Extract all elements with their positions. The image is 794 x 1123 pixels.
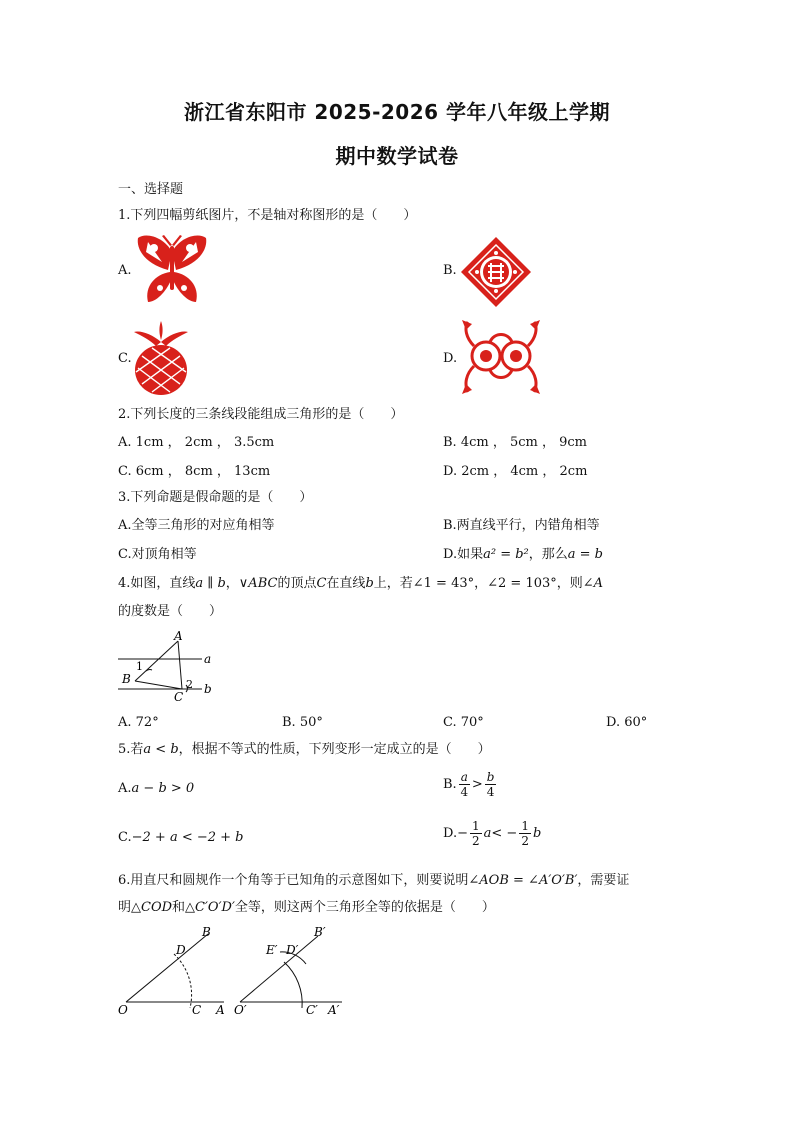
q1-option-c-label: C. (118, 351, 132, 366)
q6-fig-label-a-prime: A′ (328, 1003, 340, 1017)
q5-option-d: D.− $\frac{1}{2}$ a< − $\frac{1}{2}$ b (443, 819, 542, 848)
q2-option-c: C. 6cm ， 8cm ， 13cm (118, 464, 271, 479)
crabs-papercut-icon (460, 318, 542, 396)
q4-fig-label-line-b: b (204, 682, 212, 696)
q6-stem-line1: 6.用直尺和圆规作一个角等于已知角的示意图如下，则要说明∠AOB = ∠A′O′B′，需要证 (118, 873, 630, 888)
fu-diamond-papercut-icon (460, 236, 532, 308)
q6-fig-label-d-prime: D′ (286, 943, 299, 957)
q6-fig-label-a: A (216, 1003, 225, 1017)
q2-option-a: A. 1cm ， 2cm ， 3.5cm (118, 435, 275, 450)
q5-stem: 5.若a < b，根据不等式的性质，下列变形一定成立的是（ ） (118, 742, 491, 757)
exam-title-line2: 期中数学试卷 (335, 144, 459, 168)
q1-option-d-label: D. (443, 351, 458, 366)
q6-fig-label-c-prime: C′ (306, 1003, 318, 1017)
q6-fig-label-c: C (192, 1003, 202, 1017)
q6-fig-label-d: D (176, 943, 186, 957)
pineapple-papercut-icon (132, 320, 190, 396)
q4-fig-label-b-vertex: B (122, 672, 131, 686)
q5-option-a: A.a − b > 0 (118, 781, 195, 796)
q6-fig-label-b: B (202, 925, 211, 939)
q3-option-d: D.如果a² = b²，那么a = b (443, 547, 603, 562)
q1-stem: 1.下列四幅剪纸图片，不是轴对称图形的是（ ） (118, 208, 417, 223)
q1-option-a-label: A. (118, 263, 132, 278)
q4-fig-label-c-vertex: C (174, 690, 184, 704)
q4-fig-label-angle1: 1 (136, 660, 143, 673)
q6-stem-line2: 明△COD和△C′O′D′全等，则这两个三角形全等的依据是（ ） (118, 900, 495, 915)
q5-option-b: B. $\frac{a}{4}$ > $\frac{b}{4}$ (443, 770, 495, 799)
q2-option-d: D. 2cm ， 4cm ， 2cm (443, 464, 588, 479)
q6-fig-label-b-prime: B′ (314, 925, 326, 939)
q4-stem-line2: 的度数是（ ） (118, 604, 223, 619)
q3-option-a: A.全等三角形的对应角相等 (118, 518, 275, 533)
q2-option-b: B. 4cm ， 5cm ， 9cm (443, 435, 587, 450)
q4-option-d: D. 60° (606, 715, 648, 730)
q4-fig-label-a-vertex: A (174, 629, 183, 643)
q5-option-c: C.−2 + a < −2 + b (118, 830, 244, 845)
q4-parallel-lines-figure (116, 628, 226, 704)
q3-option-b: B.两直线平行，内错角相等 (443, 518, 600, 533)
q4-option-a: A. 72° (118, 715, 159, 730)
q6-fig-label-o-prime: O′ (234, 1003, 247, 1017)
exam-title-line1: 浙江省东阳市 2025-2026 学年八年级上学期 (183, 100, 611, 124)
butterfly-papercut-icon (134, 232, 210, 310)
q4-option-b: B. 50° (282, 715, 323, 730)
q3-stem: 3.下列命题是假命题的是（ ） (118, 490, 313, 505)
q6-fig-label-e-prime: E′ (266, 943, 278, 957)
q3-option-c: C.对顶角相等 (118, 547, 197, 562)
q4-option-c: C. 70° (443, 715, 484, 730)
q4-fig-label-line-a: a (204, 652, 212, 666)
section-heading: 一、选择题 (118, 182, 184, 197)
q1-option-b-label: B. (443, 263, 457, 278)
q4-fig-label-angle2: 2 (186, 678, 193, 691)
q2-stem: 2.下列长度的三条线段能组成三角形的是（ ） (118, 407, 404, 422)
q6-fig-label-o: O (118, 1003, 128, 1017)
q4-stem-line1: 4.如图，直线a ∥ b，∨ABC的顶点C在直线b上，若∠1 = 43°，∠2 = 103°，则∠A (118, 576, 604, 591)
q6-compass-construction-figure (116, 922, 356, 1022)
